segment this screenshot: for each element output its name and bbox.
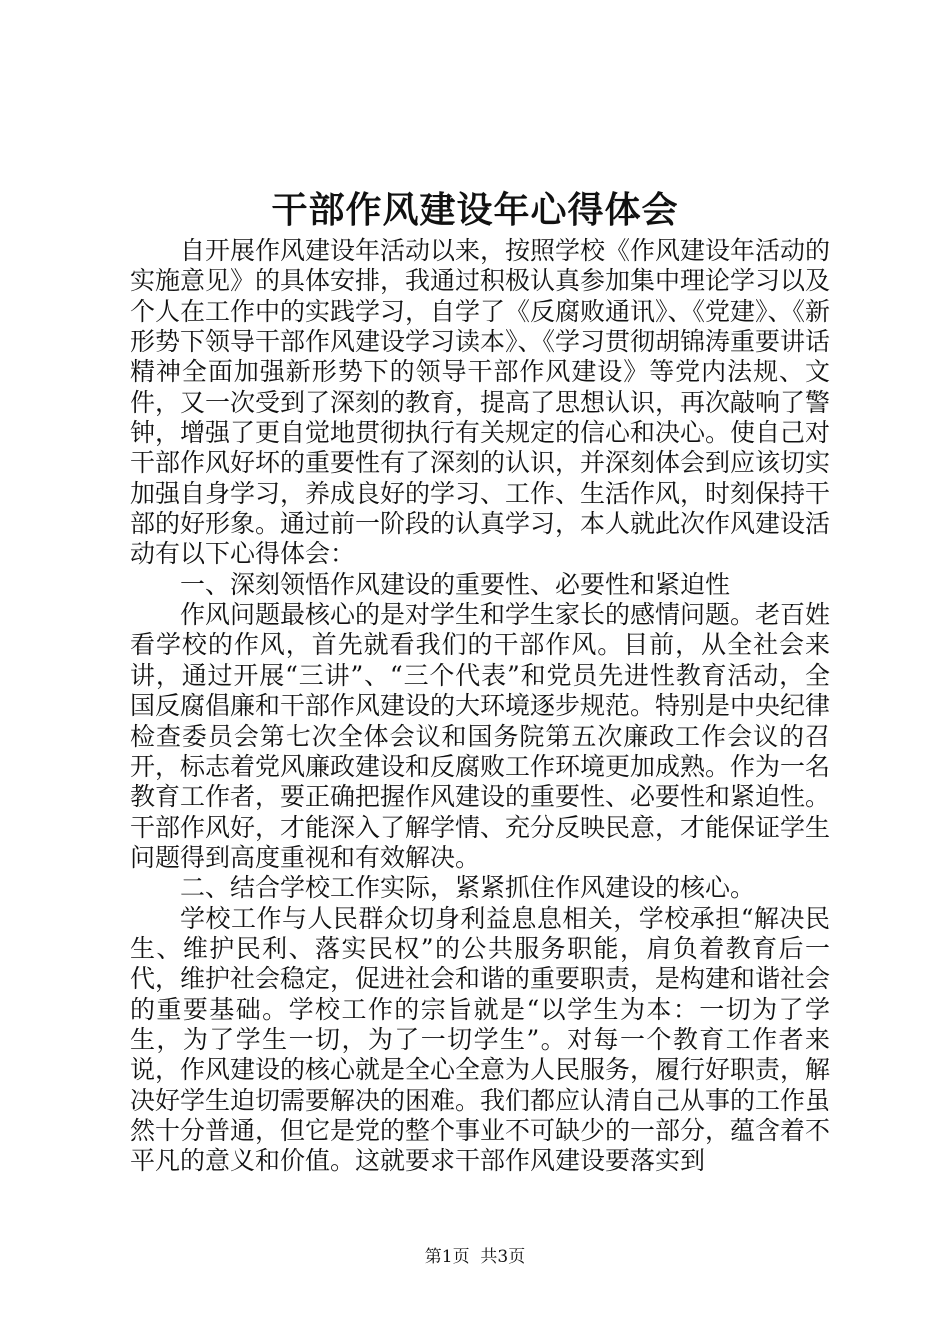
section-heading-1: 一、深刻领悟作风建设的重要性、必要性和紧迫性 bbox=[180, 569, 731, 599]
document-body bbox=[130, 236, 830, 1177]
section-heading-2: 二、结合学校工作实际，紧紧抓住作风建设的核心。 bbox=[180, 873, 756, 903]
section-2-paragraph: 学校工作与人民群众切身利益息息相关，学校承担“解决民生、维护民利、落实民权”的公共服务职能，肩负着教育后一代，维护社会稳定，促进社会和谐的重要职责，是构建和谐社会的重要基础。学校工作的宗旨就是“以学生为本：一切为了学生，为了学生一切，为了一切学生”。对每一个教育工作者来说，作风建设的核心就是全心全意为人民服务，履行好职责，解决好学生迫切需要解决的困难。我们都应认清自己从事的工作虽然十分普通，但它是党的整个事业不可缺少的一部分，蕴含着不平凡的意义和价值。这就要求干部作风建设要落实到 bbox=[130, 903, 831, 1176]
total-pages: 共3页 bbox=[480, 1247, 526, 1267]
intro-paragraph: 自开展作风建设年活动以来，按照学校《作风建设年活动的实施意见》的具体安排，我通过积极认真参加集中理论学习以及个人在工作中的实践学习，自学了《反腐败通讯》、《党建》、《新形势下领导干部作风建设学习读本》、《学习贯彻胡锦涛重要讲话精神全面加强新形势下的领导干部作风建设》等党内法规、文件，又一次受到了深刻的教育，提高了思想认识，再次敲响了警钟，增强了更自觉地贯彻执行有关规定的信心和决心。使自己对干部作风好坏的重要性有了深刻的认识，并深刻体会到应该切实加强自身学习，养成良好的学习、工作、生活作风，时刻保持干部的好形象。通过前一阶段的认真学习，本人就此次作风建设活动有以下心得体会： bbox=[130, 236, 831, 569]
document-title: 干部作风建设年心得体会 bbox=[271, 189, 679, 231]
footer-separator bbox=[470, 1247, 481, 1267]
page-number: 第1页 bbox=[424, 1247, 470, 1267]
section-1-paragraph: 作风问题最核心的是对学生和学生家长的感情问题。老百姓看学校的作风，首先就看我们的干部作风。目前，从全社会来讲，通过开展“三讲”、“三个代表”和党员先进性教育活动，全国反腐倡廉和干部作风建设的大环境逐步规范。特别是中央纪律检查委员会第七次全体会议和国务院第五次廉政工作会议的召开，标志着党风廉政建设和反腐败工作环境更加成熟。作为一名教育工作者，要正确把握作风建设的重要性、必要性和紧迫性。干部作风好，才能深入了解学情、充分反映民意，才能保证学生问题得到高度重视和有效解决。 bbox=[130, 600, 831, 872]
page-footer bbox=[0, 1246, 950, 1268]
